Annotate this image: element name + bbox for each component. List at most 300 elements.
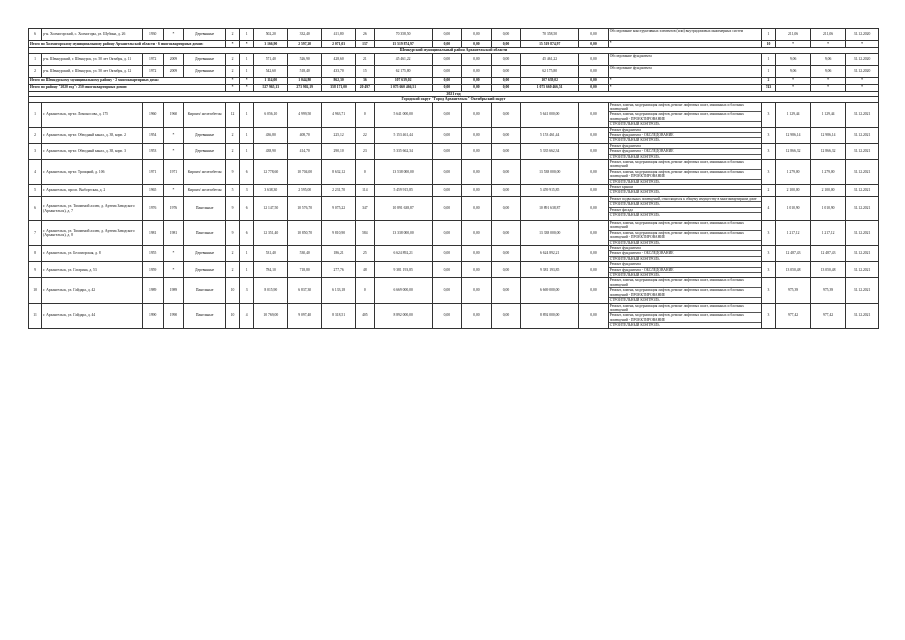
document-page bbox=[28, 28, 879, 329]
wall-material: Деревянные bbox=[184, 127, 226, 143]
year-overhaul: 2009 bbox=[163, 53, 184, 65]
max-unit-cost: 12 487,43 bbox=[811, 246, 846, 262]
house-row bbox=[29, 127, 879, 143]
federal-fund: 0,00 bbox=[432, 159, 462, 184]
max-unit-cost: 13 050,48 bbox=[811, 262, 846, 278]
work-item: Ремонт фундамента bbox=[609, 262, 761, 267]
year-built: 1976 bbox=[142, 197, 163, 221]
works-list bbox=[608, 143, 761, 159]
works-count: 2 bbox=[761, 185, 775, 197]
unallocated: 0,00 bbox=[579, 65, 609, 77]
max-unit-cost: * bbox=[811, 84, 846, 91]
regional-budget: 0,00 bbox=[462, 53, 492, 65]
wall-material: Деревянные bbox=[184, 29, 226, 41]
works-count: 743 bbox=[761, 84, 775, 91]
premises-area: 2 597,20 bbox=[288, 41, 322, 48]
max-unit-cost: 2 100,00 bbox=[811, 185, 846, 197]
residents: 347 bbox=[356, 197, 375, 221]
entrances: 4 bbox=[240, 303, 254, 328]
living-area: 433,70 bbox=[322, 65, 356, 77]
premises-area: 10 850,70 bbox=[288, 221, 322, 246]
year-overhaul: 1989 bbox=[163, 278, 184, 303]
row-number: 6 bbox=[29, 197, 42, 221]
federal-fund: 0,00 bbox=[432, 143, 462, 159]
total-cost: 70 358,50 bbox=[374, 29, 432, 41]
total-star: * bbox=[240, 77, 254, 84]
premises-area: 10 576,70 bbox=[288, 197, 322, 221]
house-row bbox=[29, 262, 879, 278]
regional-budget: 0,00 bbox=[462, 262, 492, 278]
house-row bbox=[29, 102, 879, 127]
year-overhaul: 1976 bbox=[163, 197, 184, 221]
max-unit-cost: 9,06 bbox=[811, 65, 846, 77]
living-area: 277,76 bbox=[322, 262, 356, 278]
federal-fund: 0,00 bbox=[432, 53, 462, 65]
living-area: 8 318,51 bbox=[322, 303, 356, 328]
work-item: Ремонт фундамента - ОБСЛЕДОВАНИЕ bbox=[609, 133, 761, 138]
max-unit-cost: * bbox=[811, 41, 846, 48]
max-unit-cost: 12 986,14 bbox=[811, 127, 846, 143]
total-cost: 8 892 000,00 bbox=[374, 303, 432, 328]
owners-funds: 45 461,22 bbox=[521, 53, 579, 65]
unit-cost: 975,39 bbox=[776, 278, 811, 303]
work-item: СТРОИТЕЛЬНЫЙ КОНТРОЛЬ bbox=[609, 190, 660, 195]
local-budget: 0,00 bbox=[491, 246, 521, 262]
unit-cost: 13 050,48 bbox=[776, 262, 811, 278]
floors: 2 bbox=[225, 143, 239, 159]
unit-cost: 211,06 bbox=[776, 29, 811, 41]
unit-cost: 1 217,12 bbox=[776, 221, 811, 246]
federal-fund: 0,00 bbox=[432, 29, 462, 41]
works-list bbox=[608, 303, 761, 328]
house-row bbox=[29, 278, 879, 303]
total-cost: 6 624 892,21 bbox=[374, 246, 432, 262]
row-number: 1 bbox=[29, 53, 42, 65]
floors: 12 bbox=[225, 102, 239, 127]
unit-cost: 9,06 bbox=[776, 65, 811, 77]
work-item: Ремонт, замена, модернизация лифтов, ремонт лифтовых шахт, машинных и блочных помещений bbox=[609, 278, 761, 288]
total-area: 6 056,10 bbox=[254, 102, 288, 127]
total-cost: 13 538 000,00 bbox=[374, 159, 432, 184]
living-area: 2 231,70 bbox=[322, 185, 356, 197]
works-count: 4 bbox=[761, 197, 775, 221]
year-overhaul: * bbox=[163, 127, 184, 143]
floors: 9 bbox=[225, 197, 239, 221]
total-cost: 10 891 638,87 bbox=[374, 197, 432, 221]
max-unit-cost: 1 129,44 bbox=[811, 102, 846, 127]
entrances: 1 bbox=[240, 102, 254, 127]
work-item: СТРОИТЕЛЬНЫЙ КОНТРОЛЬ bbox=[609, 240, 660, 245]
entrances: 1 bbox=[240, 65, 254, 77]
entrances: 6 bbox=[240, 221, 254, 246]
total-area: 527 965,13 bbox=[254, 84, 288, 91]
completion-date: * bbox=[846, 84, 879, 91]
living-area: 428,60 bbox=[322, 53, 356, 65]
year-built: 1960 bbox=[142, 102, 163, 127]
year-overhaul: 1971 bbox=[163, 159, 184, 184]
max-unit-cost: 1 010,90 bbox=[811, 197, 846, 221]
total-area: 438,90 bbox=[254, 143, 288, 159]
unallocated: 0,00 bbox=[579, 262, 609, 278]
unallocated: 0,00 bbox=[579, 102, 609, 127]
wall-material: Панельные bbox=[184, 278, 226, 303]
works-list bbox=[608, 246, 761, 262]
living-area: 358 171,00 bbox=[322, 84, 356, 91]
regional-budget: 0,00 bbox=[462, 77, 492, 84]
wall-material: Кирпич/ железобетон bbox=[184, 159, 226, 184]
completion-date: * bbox=[846, 41, 879, 48]
completion-date: 31.12.2021 bbox=[846, 262, 879, 278]
works-count: 3 bbox=[761, 246, 775, 262]
house-row bbox=[29, 197, 879, 221]
federal-fund: 0,00 bbox=[432, 278, 462, 303]
row-number: 9 bbox=[29, 262, 42, 278]
total-cost: 1 075 660 466,51 bbox=[374, 84, 432, 91]
house-address: г. Архангельск, ул. Гагарина, д. 53 bbox=[42, 262, 143, 278]
work-item: СТРОИТЕЛЬНЫЙ КОНТРОЛЬ bbox=[609, 256, 660, 261]
federal-fund: 0,00 bbox=[432, 127, 462, 143]
works-count: 2 bbox=[761, 77, 775, 84]
year-overhaul: * bbox=[163, 246, 184, 262]
house-row bbox=[29, 246, 879, 262]
works-count: 3 bbox=[761, 278, 775, 303]
local-budget: 0,00 bbox=[491, 65, 521, 77]
house-address: р-н. Холмогорский, с. Холмогоры, ул. Шубина, д. 26 bbox=[42, 29, 143, 41]
residents: 0 bbox=[356, 102, 375, 127]
year-built: 1954 bbox=[142, 127, 163, 143]
regional-budget: 0,00 bbox=[462, 65, 492, 77]
living-area: 6 133,18 bbox=[322, 278, 356, 303]
entrances: 3 bbox=[240, 278, 254, 303]
unallocated: 0,00 bbox=[579, 143, 609, 159]
year-built: 1955 bbox=[142, 246, 163, 262]
premises-area: 1 044,80 bbox=[288, 77, 322, 84]
works-count: 3 bbox=[761, 221, 775, 246]
work-item: * bbox=[609, 84, 612, 89]
owners-funds: 10 891 638,87 bbox=[521, 197, 579, 221]
max-unit-cost: 975,39 bbox=[811, 278, 846, 303]
federal-fund: 0,00 bbox=[432, 84, 462, 91]
owners-funds: 8 892 000,00 bbox=[521, 303, 579, 328]
completion-date: 31.12.2021 bbox=[846, 185, 879, 197]
entrances: 3 bbox=[240, 185, 254, 197]
total-star: * bbox=[240, 84, 254, 91]
house-address: р-н. Шенкурский, г. Шенкурск, ул. 50 лет Октября, д. 12 bbox=[42, 65, 143, 77]
works-count: 1 bbox=[761, 65, 775, 77]
work-item: Ремонт, замена, модернизация лифтов, ремонт лифтовых шахт, машинных и блочных помещений - ПРОЕКТИРОВАНИЕ bbox=[609, 231, 761, 241]
unit-cost: 1 279,00 bbox=[776, 159, 811, 184]
floors: 2 bbox=[225, 53, 239, 65]
owners-funds: 107 639,02 bbox=[521, 77, 579, 84]
completion-date: 31.12.2020 bbox=[846, 29, 879, 41]
local-budget: 0,00 bbox=[491, 77, 521, 84]
federal-fund: 0,00 bbox=[432, 77, 462, 84]
entrances: 6 bbox=[240, 197, 254, 221]
total-row bbox=[29, 84, 879, 91]
unallocated: 0,00 bbox=[579, 77, 609, 84]
owners-funds: 6 624 892,21 bbox=[521, 246, 579, 262]
unit-cost: 12 986,14 bbox=[776, 127, 811, 143]
row-number: 6 bbox=[29, 29, 42, 41]
house-row bbox=[29, 143, 879, 159]
unit-cost: 1 129,44 bbox=[776, 102, 811, 127]
total-star: * bbox=[225, 41, 239, 48]
year-built: 1959 bbox=[142, 262, 163, 278]
living-area: 411,80 bbox=[322, 29, 356, 41]
local-budget: 0,00 bbox=[491, 41, 521, 48]
residents: 21 bbox=[356, 53, 375, 65]
unit-cost: * bbox=[776, 84, 811, 91]
floors: 2 bbox=[225, 127, 239, 143]
regional-budget: 0,00 bbox=[462, 185, 492, 197]
completion-date: 31.12.2021 bbox=[846, 303, 879, 328]
premises-area: 10 704,00 bbox=[288, 159, 322, 184]
work-item: СТРОИТЕЛЬНЫЙ КОНТРОЛЬ bbox=[609, 154, 660, 159]
overhaul-program-table bbox=[28, 28, 879, 329]
house-address: г. Архангельск, пр-кт. Обводный канал, д. 38, корп. 3 bbox=[42, 143, 143, 159]
works-count: 3 bbox=[761, 143, 775, 159]
residents: 137 bbox=[356, 41, 375, 48]
work-item: * bbox=[609, 41, 612, 45]
completion-date: 31.12.2020 bbox=[846, 53, 879, 65]
regional-budget: 0,00 bbox=[462, 159, 492, 184]
row-number: 7 bbox=[29, 221, 42, 246]
works-count: 1 bbox=[761, 29, 775, 41]
total-star: * bbox=[240, 41, 254, 48]
work-item: Ремонт, замена, модернизация лифтов, ремонт лифтовых шахт, машинных и блочных помещений bbox=[609, 221, 761, 231]
house-row bbox=[29, 221, 879, 246]
total-cost: 5 153 461,44 bbox=[374, 127, 432, 143]
total-area: 571,40 bbox=[254, 53, 288, 65]
living-area: 862,30 bbox=[322, 77, 356, 84]
work-item: СТРОИТЕЛЬНЫЙ КОНТРОЛЬ bbox=[609, 138, 660, 143]
unallocated: 0,00 bbox=[579, 197, 609, 221]
owners-funds: 9 381 193,85 bbox=[521, 262, 579, 278]
premises-area: 518,40 bbox=[288, 65, 322, 77]
works-list bbox=[608, 262, 761, 278]
unit-cost: 977,42 bbox=[776, 303, 811, 328]
section-title: Городской округ "Город Архангельск" Октябрьский округ bbox=[29, 97, 879, 103]
work-item: Ремонт, замена, модернизация лифтов, ремонт лифтовых шахт, машинных и блочных помещений - ПРОЕКТИРОВАНИЕ bbox=[609, 313, 761, 323]
total-cost: 13 338 000,00 bbox=[374, 221, 432, 246]
total-cost: 9 381 193,85 bbox=[374, 262, 432, 278]
year-built: 1930 bbox=[142, 29, 163, 41]
house-row bbox=[29, 29, 879, 41]
owners-funds: 62 175,80 bbox=[521, 65, 579, 77]
local-budget: 0,00 bbox=[491, 159, 521, 184]
residents: 36 bbox=[356, 77, 375, 84]
section-title: 2021 год bbox=[29, 91, 879, 97]
living-area: 9 075,22 bbox=[322, 197, 356, 221]
total-area: 12 147,50 bbox=[254, 197, 288, 221]
residents: 25 bbox=[356, 246, 375, 262]
works-list bbox=[608, 77, 761, 84]
house-address: г. Архангельск, пр-кт. Ломоносова, д. 175 bbox=[42, 102, 143, 127]
floors: 2 bbox=[225, 246, 239, 262]
works-list bbox=[608, 102, 761, 127]
house-row bbox=[29, 159, 879, 184]
entrances: 1 bbox=[240, 127, 254, 143]
floors: 2 bbox=[225, 29, 239, 41]
work-item: Обследование конструктивных элементов (или) внутридомовых инженерных систем bbox=[609, 29, 744, 33]
works-list bbox=[608, 29, 761, 41]
year-built: 1972 bbox=[142, 53, 163, 65]
total-cost: 5 335 662,34 bbox=[374, 143, 432, 159]
living-area: 186,21 bbox=[322, 246, 356, 262]
works-count: 3 bbox=[761, 127, 775, 143]
max-unit-cost: 211,06 bbox=[811, 29, 846, 41]
house-row bbox=[29, 53, 879, 65]
wall-material: Деревянные bbox=[184, 53, 226, 65]
total-row bbox=[29, 77, 879, 84]
total-area: 542,60 bbox=[254, 65, 288, 77]
regional-budget: 0,00 bbox=[462, 303, 492, 328]
work-item: Обследование фундамента bbox=[609, 53, 652, 58]
regional-budget: 0,00 bbox=[462, 246, 492, 262]
works-count: 3 bbox=[761, 262, 775, 278]
works-count: 3 bbox=[761, 159, 775, 184]
unallocated: 0,00 bbox=[579, 246, 609, 262]
house-row bbox=[29, 65, 879, 77]
work-item: Ремонт фундамента bbox=[609, 144, 761, 149]
local-budget: 0,00 bbox=[491, 278, 521, 303]
federal-fund: 0,00 bbox=[432, 197, 462, 221]
unallocated: 0,00 bbox=[579, 41, 609, 48]
local-budget: 0,00 bbox=[491, 127, 521, 143]
house-address: г. Архангельск, пр-кт. Троицкий, д. 106 bbox=[42, 159, 143, 184]
completion-date: 31.12.2021 bbox=[846, 221, 879, 246]
house-address: г. Архангельск, ул. Тимменой аллеи, д. Артема Заводского (Архангельск), д. 7 bbox=[42, 197, 143, 221]
premises-area: 6 837,30 bbox=[288, 278, 322, 303]
max-unit-cost: * bbox=[811, 77, 846, 84]
work-item: СТРОИТЕЛЬНЫЙ КОНТРОЛЬ bbox=[609, 179, 660, 184]
residents: 23 bbox=[356, 143, 375, 159]
row-number: 2 bbox=[29, 127, 42, 143]
year-built: 1972 bbox=[142, 65, 163, 77]
row-number: 2 bbox=[29, 65, 42, 77]
unit-cost: * bbox=[776, 41, 811, 48]
completion-date: 31.12.2021 bbox=[846, 278, 879, 303]
completion-date: 31.12.2020 bbox=[846, 65, 879, 77]
year-built: 1971 bbox=[142, 159, 163, 184]
federal-fund: 0,00 bbox=[432, 262, 462, 278]
residents: 0 bbox=[356, 278, 375, 303]
unallocated: 0,00 bbox=[579, 53, 609, 65]
entrances: 6 bbox=[240, 159, 254, 184]
work-item: СТРОИТЕЛЬНЫЙ КОНТРОЛЬ bbox=[609, 213, 660, 218]
year-built: 1989 bbox=[142, 278, 163, 303]
residents: 26 bbox=[356, 29, 375, 41]
year-overhaul: 1990 bbox=[163, 303, 184, 328]
floors: 10 bbox=[225, 278, 239, 303]
year-built: 1990 bbox=[142, 303, 163, 328]
premises-area: 414,70 bbox=[288, 143, 322, 159]
house-address: г. Архангельск, пр-кт. Обводный канал, д. 38, корп. 2 bbox=[42, 127, 143, 143]
entrances: 1 bbox=[240, 246, 254, 262]
local-budget: 0,00 bbox=[491, 303, 521, 328]
total-star: * bbox=[225, 77, 239, 84]
row-number: 1 bbox=[29, 102, 42, 127]
work-item: Ремонт, замена, модернизация лифтов, ремонт лифтовых шахт, машинных и блочных помещений - ПРОЕКТИРОВАНИЕ bbox=[609, 288, 761, 298]
house-address: г. Архангельск, ул. Тимменой аллеи, д. Артема Заводского (Архангельск), д. 8 bbox=[42, 221, 143, 246]
total-area: 3 166,90 bbox=[254, 41, 288, 48]
max-unit-cost: 1 217,12 bbox=[811, 221, 846, 246]
entrances: 1 bbox=[240, 53, 254, 65]
owners-funds: 5 335 662,34 bbox=[521, 143, 579, 159]
year-overhaul: 2009 bbox=[163, 65, 184, 77]
local-budget: 0,00 bbox=[491, 185, 521, 197]
regional-budget: 0,00 bbox=[462, 84, 492, 91]
work-item: Обследование фундамента bbox=[609, 65, 652, 70]
unit-cost: 9,06 bbox=[776, 53, 811, 65]
completion-date: * bbox=[846, 77, 879, 84]
living-area: 225,12 bbox=[322, 127, 356, 143]
works-list bbox=[608, 159, 761, 184]
entrances: 1 bbox=[240, 143, 254, 159]
works-list bbox=[608, 127, 761, 143]
row-number: 8 bbox=[29, 246, 42, 262]
residents: 20 497 bbox=[356, 84, 375, 91]
works-count: 10 bbox=[761, 41, 775, 48]
year-built: 1953 bbox=[142, 143, 163, 159]
unallocated: 0,00 bbox=[579, 29, 609, 41]
total-cost: 15 519 874,97 bbox=[374, 41, 432, 48]
works-list bbox=[608, 185, 761, 197]
owners-funds: 6 669 000,00 bbox=[521, 278, 579, 303]
regional-budget: 0,00 bbox=[462, 221, 492, 246]
premises-area: 530,40 bbox=[288, 246, 322, 262]
local-budget: 0,00 bbox=[491, 262, 521, 278]
unit-cost: * bbox=[776, 77, 811, 84]
entrances: 1 bbox=[240, 262, 254, 278]
year-built: 1965 bbox=[142, 185, 163, 197]
premises-area: 9 097,40 bbox=[288, 303, 322, 328]
work-item: Ремонт подвальных помещений, относящихся к общему имуществу в многоквартирном доме bbox=[609, 197, 761, 202]
total-area: 3 638,30 bbox=[254, 185, 288, 197]
work-item: СТРОИТЕЛЬНЫЙ КОНТРОЛЬ bbox=[609, 202, 761, 207]
completion-date: 31.12.2021 bbox=[846, 143, 879, 159]
unallocated: 0,00 bbox=[579, 185, 609, 197]
total-cost: 5 641 000,00 bbox=[374, 102, 432, 127]
premises-area: 332,40 bbox=[288, 29, 322, 41]
year-built: 1981 bbox=[142, 221, 163, 246]
year-overhaul: * bbox=[163, 185, 184, 197]
work-item: Ремонт фасада bbox=[609, 208, 761, 213]
work-item: Ремонт, замена, модернизация лифтов, ремонт лифтовых шахт, машинных и блочных помещений - ПРОЕКТИРОВАНИЕ bbox=[609, 112, 761, 122]
works-list bbox=[608, 221, 761, 246]
house-address: г. Архангельск, ул. Гайдара, д. 44 bbox=[42, 303, 143, 328]
completion-date: 31.12.2021 bbox=[846, 197, 879, 221]
premises-area: 4 999,50 bbox=[288, 102, 322, 127]
floors: 9 bbox=[225, 159, 239, 184]
work-item: Ремонт крыши bbox=[609, 185, 761, 190]
wall-material: Кирпич/ железобетон bbox=[184, 185, 226, 197]
total-area: 502,20 bbox=[254, 29, 288, 41]
wall-material: Деревянные bbox=[184, 65, 226, 77]
work-item: СТРОИТЕЛЬНЫЙ КОНТРОЛЬ bbox=[609, 298, 660, 303]
work-item: СТРОИТЕЛЬНЫЙ КОНТРОЛЬ bbox=[609, 122, 660, 127]
owners-funds: 5 153 461,44 bbox=[521, 127, 579, 143]
total-area: 1 114,00 bbox=[254, 77, 288, 84]
work-item: Ремонт фундамента - ОБСЛЕДОВАНИЕ bbox=[609, 149, 761, 154]
total-area: 8 015,90 bbox=[254, 278, 288, 303]
regional-budget: 0,00 bbox=[462, 278, 492, 303]
work-item: СТРОИТЕЛЬНЫЙ КОНТРОЛЬ bbox=[609, 323, 660, 328]
work-item: Ремонт фундамента bbox=[609, 246, 761, 251]
section-title: Шенкурский муниципальный район Архангельской области bbox=[29, 48, 879, 54]
entrances: 1 bbox=[240, 29, 254, 41]
works-count: 3 bbox=[761, 102, 775, 127]
